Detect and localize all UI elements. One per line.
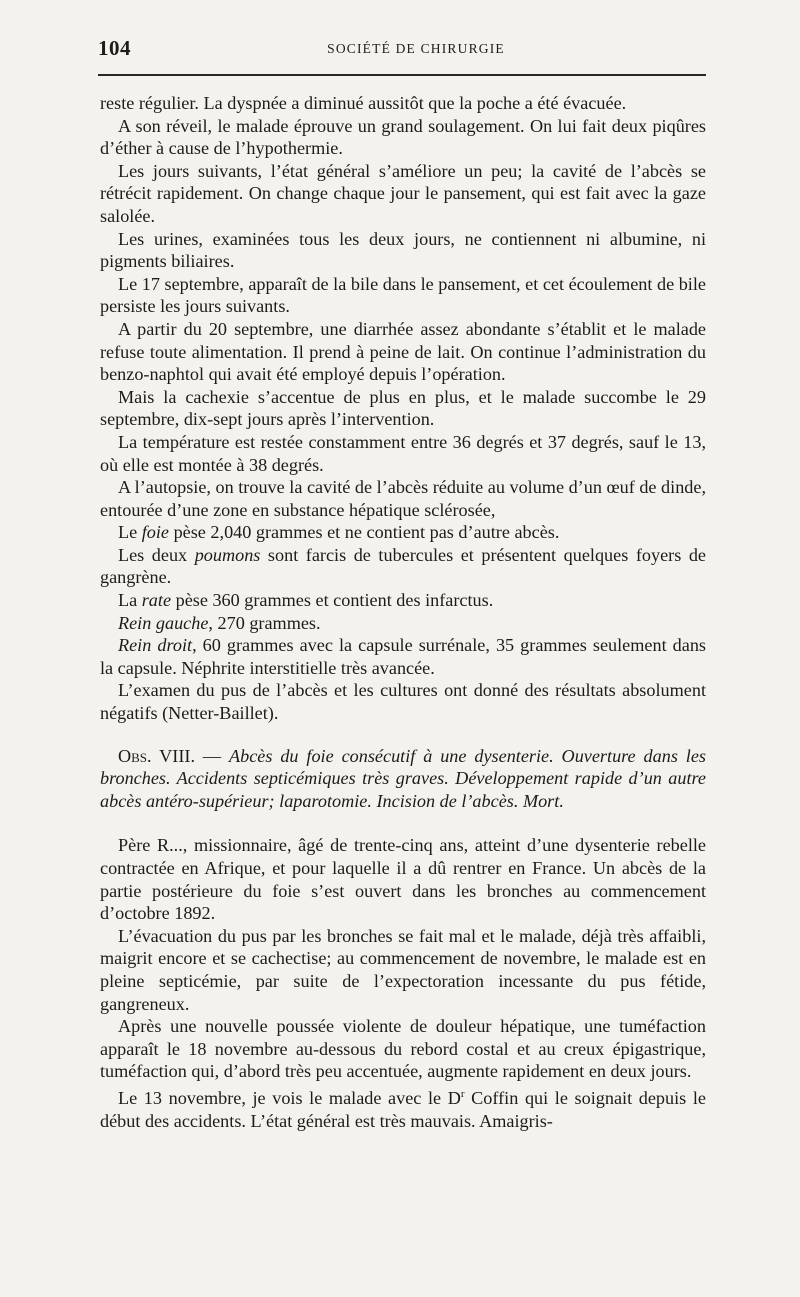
paragraph: A partir du 20 septembre, une diarrhée assez abondante s’établit et le malade refuse toute alimentation. Il prend à peine de lait. On continue l’administration du benzo-naphtol qui avait été employé depuis l’opération. [100, 318, 706, 385]
observation-heading [100, 745, 706, 813]
paragraph: Les urines, examinées tous les deux jours, ne contiennent ni albumine, ni pigments biliaires. [100, 228, 706, 272]
paragraph [100, 612, 706, 635]
paragraph: A son réveil, le malade éprouve un grand soulagement. On lui fait deux piqûres d’éther à cause de l’hypothermie. [100, 115, 706, 159]
text-run: Les deux [118, 544, 195, 565]
italic-term: rate [141, 590, 172, 611]
body-text [100, 92, 706, 1132]
paragraph: L’examen du pus de l’abcès et les cultures ont donné des résultats absolument négatifs (Netter-Baillet). [100, 680, 706, 724]
paragraph: Les jours suivants, l’état général s’améliore un peu; la cavité de l’abcès se rétrécit rapidement. On change chaque jour le pansement, qui est fait avec la gaze salolée. [100, 160, 706, 226]
italic-term: foie [141, 522, 170, 543]
paragraph: Le 17 septembre, apparaît de la bile dans le pansement, et cet écoulement de bile persiste les jours suivants. [100, 273, 706, 317]
paragraph [100, 544, 706, 589]
paragraph: La température est restée constamment entre 36 degrés et 37 degrés, sauf le 13, où elle est montée à 38 degrés. [100, 431, 706, 475]
text-run: pèse 2,040 grammes et ne contient pas d’autre abcès. [169, 522, 560, 543]
text-run: Coffin qui le soignait depuis le début des accidents. L’état général est très mauvais. Amaigris- [100, 1088, 706, 1131]
header-rule [98, 74, 706, 76]
text-run: sont farcis de tubercules et présentent quelques foyers de gangrène. [100, 544, 706, 588]
italic-term: Rein gauche [118, 612, 209, 633]
text-run: La [118, 590, 142, 611]
page-number: 104 [98, 36, 131, 60]
observation-title: Abcès du foie consécutif à une dysenterie. Ouverture dans les bronches. Accidents septicémiques très graves. Développement rapide d’un autre abcès antéro-supérieur; laparotomie. Incision de l’abcès. Mort. [100, 745, 706, 811]
paragraph: Mais la cachexie s’accentue de plus en plus, et le malade succombe le 29 septembre, dix-sept jours après l’intervention. [100, 386, 706, 430]
text-run: pèse 360 grammes et contient des infarctus. [171, 590, 494, 611]
text-run: Le 13 novembre, je vois le malade avec le D [118, 1088, 461, 1108]
paragraph [100, 521, 706, 544]
paragraph: A l’autopsie, on trouve la cavité de l’abcès réduite au volume d’un œuf de dinde, entourée d’une zone en substance hépatique sclérosée, [100, 477, 706, 520]
paragraph: Après une nouvelle poussée violente de douleur hépatique, une tuméfaction apparaît le 18 novembre au-dessous du rebord costal et au creux épigastrique, tuméfaction qui, d’abord très peu accentuée, augmente rapidement en deux jours. [100, 1016, 706, 1082]
paragraph: reste régulier. La dyspnée a diminué aussitôt que la poche a été évacuée. [100, 93, 627, 113]
text-run: , 270 grammes. [208, 612, 321, 633]
italic-term: Rein droit [118, 635, 193, 656]
text-run: , 60 grammes avec la capsule surrénale, 35 grammes seulement dans la capsule. Néphrite interstitielle très avancée. [100, 635, 707, 678]
italic-term: poumons [194, 544, 261, 565]
text-run: Le [118, 522, 142, 543]
running-title: SOCIÉTÉ DE CHIRURGIE [327, 41, 505, 56]
paragraph: L’évacuation du pus par les bronches se fait mal et le malade, déjà très affaibli, maigrit encore et se cachectise; au commencement de novembre, le malade est en pleine septicémie, par suite de l’expectoration incessante du pus fétide, gangreneux. [100, 925, 706, 1014]
observation-label: Obs. VIII. — [118, 745, 222, 766]
paragraph [100, 634, 706, 679]
paragraph: Père R..., missionnaire, âgé de trente-cinq ans, atteint d’une dysenterie rebelle contractée en Afrique, et pour laquelle il a dû rentrer en France. Un abcès de la partie postérieure du foie s’est ouvert dans les bronches au commencement d’octobre 1892. [100, 835, 706, 924]
paragraph [100, 1083, 706, 1132]
superscript: r [460, 1087, 465, 1100]
page-header [98, 36, 706, 62]
paragraph [100, 589, 706, 612]
